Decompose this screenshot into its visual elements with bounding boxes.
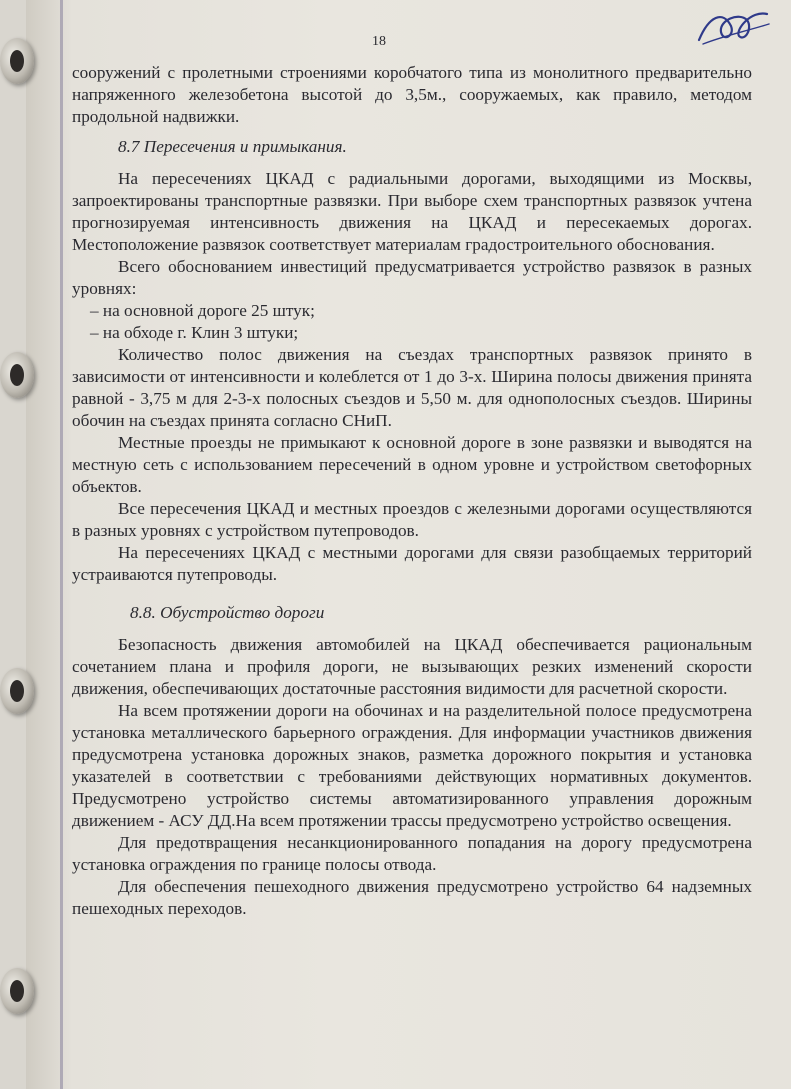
binder-ring-4 — [0, 968, 34, 1014]
handwritten-signature — [693, 6, 773, 50]
paragraph: сооружений с пролетными строениями коробчатого типа из монолитного предварительно напряженного железобетона высотой до 3,5м., сооружаемых, как правило, методом продольной надвижки. — [72, 63, 752, 126]
list-item: – на основной дороге 25 штук; — [90, 301, 315, 320]
paragraph: Для предотвращения несанкционированного попадания на дорогу предусмотрена установка ограждения по границе полосы отвода. — [72, 833, 752, 874]
paragraph: На пересечениях ЦКАД с местными дорогами для связи разобщаемых территорий устраиваются путепроводы. — [72, 543, 752, 584]
paragraph: Всего обоснованием инвестиций предусматривается устройство развязок в разных уровнях: — [72, 257, 752, 298]
list-item: – на обходе г. Клин 3 штуки; — [90, 323, 299, 342]
paragraph: Количество полос движения на съездах транспортных развязок принято в зависимости от интенсивности и колеблется от 1 до 3-х. Ширина полосы движения принята равной - 3,75 м для 2-3-х полосных съездов и 5,50 м. для однополосных съездов. Ширины обочин на съездах принята согласно СНиП. — [72, 345, 752, 430]
margin-line — [60, 0, 63, 1089]
paragraph: Все пересечения ЦКАД и местных проездов с железными дорогами осуществляются в разных уровнях с устройством путепроводов. — [72, 499, 752, 540]
section-heading: 8.7 Пересечения и примыкания. — [118, 137, 347, 156]
page-number: 18 — [372, 34, 386, 49]
paragraph: На пересечениях ЦКАД с радиальными дорогами, выходящими из Москвы, запроектированы транспортные развязки. При выборе схем транспортных развязок учтена прогнозируемая интенсивность движения на ЦКАД и пересекаемых дорогах. Местоположение развязок соответствует материалам градостроительного обоснования. — [72, 169, 752, 254]
binder-ring-3 — [0, 668, 34, 714]
paragraph: Для обеспечения пешеходного движения предусмотрено устройство 64 надземных пешеходных переходов. — [72, 877, 752, 918]
paragraph: Местные проезды не примыкают к основной дороге в зоне развязки и выводятся на местную сеть с использованием пересечений в одном уровне и устройством светофорных объектов. — [72, 433, 752, 496]
paragraph: На всем протяжении дороги на обочинах и на разделительной полосе предусмотрена установка металлического барьерного ограждения. Для информации участников движения предусмотрена установка дорожных знаков, разметка дорожного покрытия и установка указателей в соответствии с требованиями действующих нормативных документов. Предусмотрено устройство системы автоматизированного управления дорожным движением - АСУ ДД.На всем протяжении трассы предусмотрено устройство освещения. — [72, 701, 752, 830]
binder-ring-2 — [0, 352, 34, 398]
document-body — [72, 62, 752, 920]
paragraph: Безопасность движения автомобилей на ЦКАД обеспечивается рациональным сочетанием плана и профиля дороги, не вызывающих резких изменений скорости движения, обеспечивающих достаточные расстояния видимости для расчетной скорости. — [72, 635, 752, 698]
binder-ring-1 — [0, 38, 34, 84]
spacer — [72, 586, 752, 594]
section-heading: 8.8. Обустройство дороги — [130, 603, 325, 622]
